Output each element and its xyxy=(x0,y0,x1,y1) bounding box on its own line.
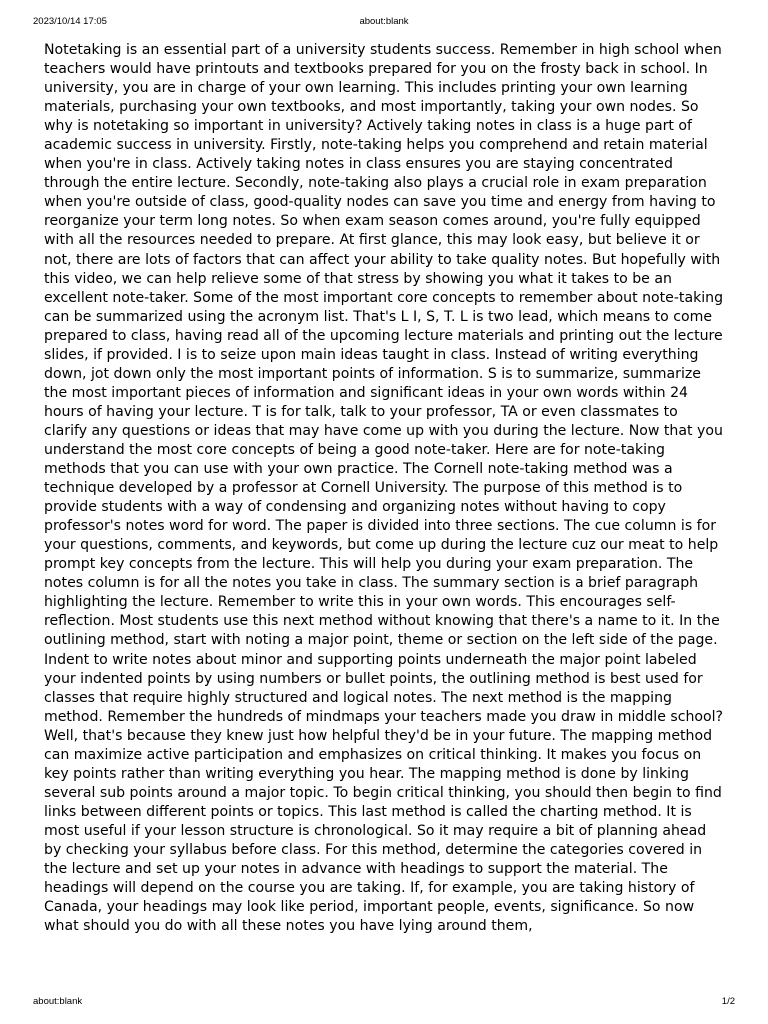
print-footer xyxy=(33,995,735,1009)
transcript-paragraph: Notetaking is an essential part of a university students success. Remember in high school when teachers would have printouts and textbooks prepared for you on the frosty back in school. In university, you are in charge of your own learning. This includes printing your own learning materials, purchasing your own textbooks, and most importantly, taking your own nodes. So why is notetaking so important in university? Actively taking notes in class is a huge part of academic success in university. Firstly, note-taking helps you comprehend and retain material when you're in class. Actively taking notes in class ensures you are staying concentrated through the entire lecture. Secondly, note-taking also plays a crucial role in exam preparation when you're outside of class, good-quality nodes can save you time and energy from having to reorganize your term long notes. So when exam season comes around, you're fully equipped with all the resources needed to prepare. At first glance, this may look easy, but believe it or not, there are lots of factors that can affect your ability to take quality notes. But hopefully with this video, we can help relieve some of that stress by showing you what it takes to be an excellent note-taker. Some of the most important core concepts to remember about note-taking can be summarized using the acronym list. That's L I, S, T. L is two lead, which means to come prepared to class, having read all of the upcoming lecture materials and printing out the lecture slides, if provided. I is to seize upon main ideas taught in class. Instead of writing everything down, jot down only the most important points of information. S is to summarize, summarize the most important pieces of information and significant ideas in your own words within 24 hours of having your lecture. T is for talk, talk to your professor, TA or even classmates to clarify any questions or ideas that may have come up with you during the lecture. Now that you understand the most core concepts of being a good note-taker. Here are for note-taking methods that you can use with your own practice. The Cornell note-taking method was a technique developed by a professor at Cornell University. The purpose of this method is to provide students with a way of condensing and organizing notes without having to copy professor's notes word for word. The paper is divided into three sections. The cue column is for your questions, comments, and keywords, but come up during the lecture cuz our meat to help prompt key concepts from the lecture. This will help you during your exam preparation. The notes column is for all the notes you take in class. The summary section is a brief paragraph highlighting the lecture. Remember to write this in your own words. This encourages self-reflection. Most students use this next method without knowing that there's a name to it. In the outlining method, start with noting a major point, theme or section on the left side of the page. Indent to write notes about minor and supporting points underneath the major point labeled your indented points by using numbers or bullet points, the outlining method is best used for classes that require highly structured and logical notes. The next method is the mapping method. Remember the hundreds of mindmaps your teachers made you draw in middle school? Well, that's because they knew just how helpful they'd be in your future. The mapping method can maximize active participation and emphasizes on critical thinking. It makes you focus on key points rather than writing everything you hear. The mapping method is done by linking several sub points around a major topic. To begin critical thinking, you should then begin to find links between different points or topics. This last method is called the charting method. It is most useful if your lesson structure is chronological. So it may require a bit of planning ahead by checking your syllabus before class. For this method, determine the categories covered in the lecture and set up your notes in advance with headings to support the material. The headings will depend on the course you are taking. If, for example, you are taking history of Canada, your headings may look like period, important people, events, significance. So now what should you do with all these notes you have lying around them, xyxy=(44,42,724,935)
print-page-number: 1/2 xyxy=(721,996,735,1007)
print-url: about:blank xyxy=(33,996,83,1007)
document-body xyxy=(44,41,724,981)
print-datetime: 2023/10/14 17:05 xyxy=(33,16,107,27)
print-page-title: about:blank xyxy=(359,16,409,27)
print-header xyxy=(33,15,735,29)
